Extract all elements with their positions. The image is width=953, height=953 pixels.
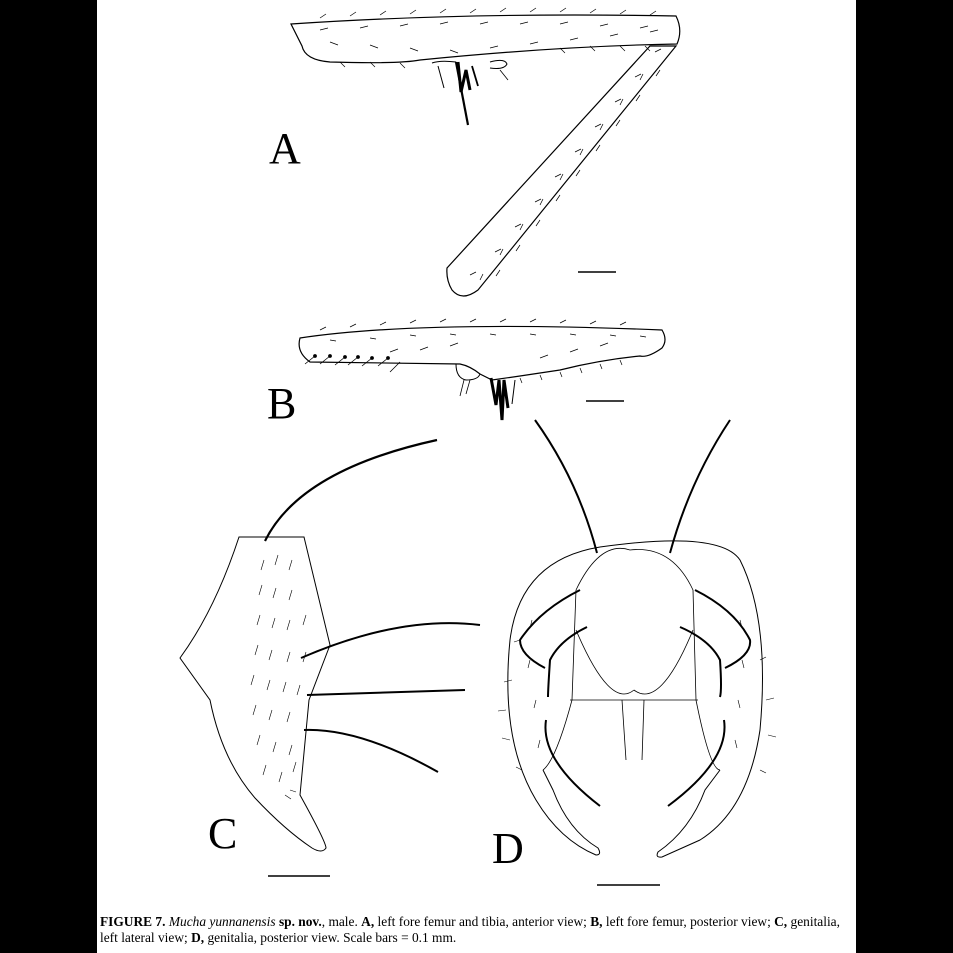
caption-a-label: A, xyxy=(361,914,375,929)
panel-label-b: B xyxy=(267,379,297,428)
caption-b-text: left fore femur, posterior view; xyxy=(602,914,775,929)
caption-d-label: D, xyxy=(191,930,205,945)
caption-status: sp. nov. xyxy=(278,914,322,929)
panel-a-drawing xyxy=(291,8,680,125)
panel-d-drawing xyxy=(498,420,776,857)
panel-label-a: A xyxy=(269,124,301,173)
caption-species: Mucha yunnanensis xyxy=(168,914,276,929)
figure-caption xyxy=(100,914,856,946)
caption-figure-number: FIGURE 7. xyxy=(100,914,166,929)
figure-page xyxy=(97,0,856,953)
panel-label-d: D xyxy=(492,824,524,873)
caption-d-text: genitalia, posterior view. Scale bars = 0.1 mm. xyxy=(204,930,457,945)
caption-a-text: left fore femur and tibia, anterior view; xyxy=(374,914,591,929)
caption-b-label: B, xyxy=(590,914,603,929)
panel-a-tibia xyxy=(447,46,676,296)
panel-b-drawing xyxy=(299,319,665,420)
panel-label-c: C xyxy=(208,809,238,858)
caption-c-label: C, xyxy=(774,914,788,929)
caption-c-text: genitalia, left lateral view; xyxy=(100,914,840,945)
panel-c-drawing xyxy=(180,440,480,851)
caption-sex: , male. xyxy=(321,914,362,929)
